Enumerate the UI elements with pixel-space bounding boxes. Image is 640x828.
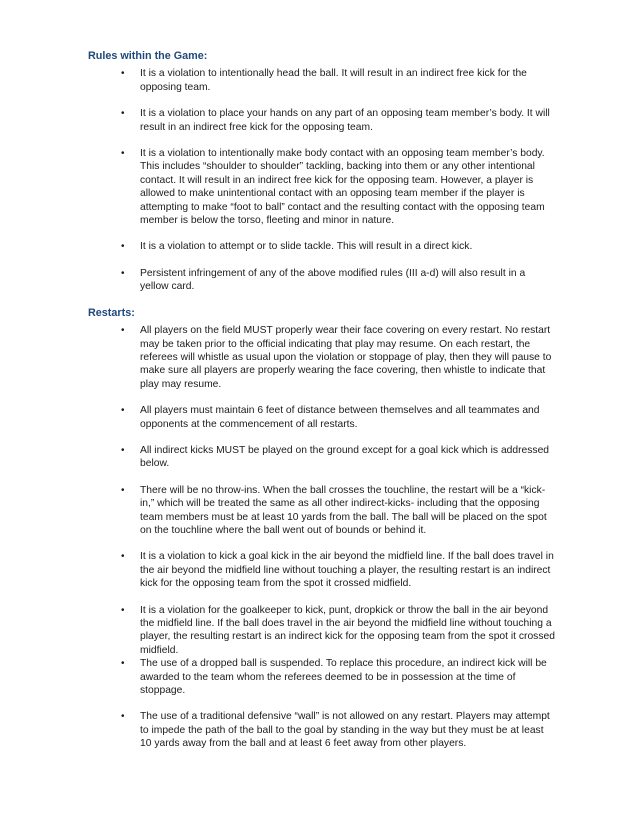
bullet-text: It is a violation to kick a goal kick in the air beyond the midfield line. If the ball does travel in the air beyond the midfield line without touching a player, the resulting restart is an indirect kick for the opposing team from the spot it crossed midfield. (140, 551, 554, 590)
list-item (88, 550, 556, 590)
list-item (88, 67, 556, 94)
bullet-text: All players on the field MUST properly wear their face covering on every restart. No restart may be taken prior to the official indicating that play may resume. On each restart, the referees will whistle as usual upon the violation or stoppage of play, then they will pause to make sure all players are properly wearing the face covering, then whistle to indicate that play may resume. (140, 325, 552, 390)
bullet-text: It is a violation to intentionally make body contact with an opposing team member’s body. This includes “shoulder to shoulder” tackling, backing into them or any other intentional contact. It will result in an indirect free kick for the opposing team. However, a player is allowed to make unintentional contact with an opposing team member if the player is attempting to make “foot to ball” contact and the resulting contact with the opposing team member is below the torso, fleeting and minor in nature. (140, 148, 545, 227)
section-rules-within-the-game (88, 50, 556, 294)
section-heading-rules: Rules within the Game: (88, 50, 208, 62)
bullet-icon: • (121, 658, 125, 670)
bullet-icon: • (121, 405, 125, 417)
bullet-icon: • (121, 551, 125, 563)
rules-bullet-list (88, 67, 556, 293)
list-item (88, 404, 556, 431)
restarts-bullet-list (88, 324, 556, 751)
list-item (88, 324, 556, 391)
list-item (88, 710, 556, 750)
page-content (88, 50, 556, 764)
bullet-text: It is a violation to attempt or to slide tackle. This will result in a direct kick. (140, 241, 473, 253)
bullet-icon: • (121, 325, 125, 337)
bullet-text: The use of a dropped ball is suspended. To replace this procedure, an indirect kick will be awarded to the team whom the referees deemed to be in possession at the time of stoppage. (140, 658, 547, 697)
list-item (88, 267, 556, 294)
bullet-text: It is a violation to place your hands on any part of an opposing team member’s body. It will result in an indirect free kick for the opposing team. (140, 108, 550, 133)
bullet-icon: • (121, 484, 125, 496)
list-item (88, 657, 556, 697)
bullet-text: It is a violation to intentionally head the ball. It will result in an indirect free kick for the opposing team. (140, 68, 527, 93)
bullet-icon: • (121, 267, 125, 279)
bullet-text: Persistent infringement of any of the above modified rules (III a-d) will also result in a yellow card. (140, 267, 526, 293)
bullet-icon: • (121, 604, 125, 616)
list-item (88, 147, 556, 227)
bullet-text: It is a violation for the goalkeeper to kick, punt, dropkick or throw the ball in the air beyond the midfield line. If the ball does travel in the air beyond the midfield line without touching a player, the resulting restart is an indirect kick for the opposing team from the spot it crossed midfield. (140, 604, 555, 656)
list-item (88, 484, 556, 538)
bullet-text: The use of a traditional defensive “wall” is not allowed on any restart. Players may attempt to impede the path of the ball to the goal by standing in the way but they must be at least 10 yards away from the ball and at least 6 feet away from other players. (140, 711, 550, 750)
bullet-icon: • (121, 68, 125, 80)
list-item (88, 240, 556, 253)
bullet-icon: • (121, 711, 125, 723)
list-item (88, 107, 556, 134)
bullet-icon: • (121, 444, 125, 456)
list-item (88, 444, 556, 471)
bullet-text: All players must maintain 6 feet of distance between themselves and all teammates and opponents at the commencement of all restarts. (140, 405, 540, 430)
bullet-text: All indirect kicks MUST be played on the ground except for a goal kick which is addressed below. (140, 444, 550, 470)
bullet-icon: • (121, 241, 125, 253)
list-item (88, 604, 556, 658)
section-heading-restarts: Restarts: (88, 306, 135, 319)
bullet-icon: • (121, 148, 125, 160)
section-restarts (88, 307, 556, 751)
bullet-icon: • (121, 108, 125, 120)
bullet-text: There will be no throw-ins. When the ball crosses the touchline, the restart will be a “kick-in,” which will be treated the same as all other indirect-kicks- including that the opposing team members must be at least 10 yards from the ball. The ball will be placed on the spot on the touchline where the ball went out of bounds or behind it. (140, 484, 547, 536)
